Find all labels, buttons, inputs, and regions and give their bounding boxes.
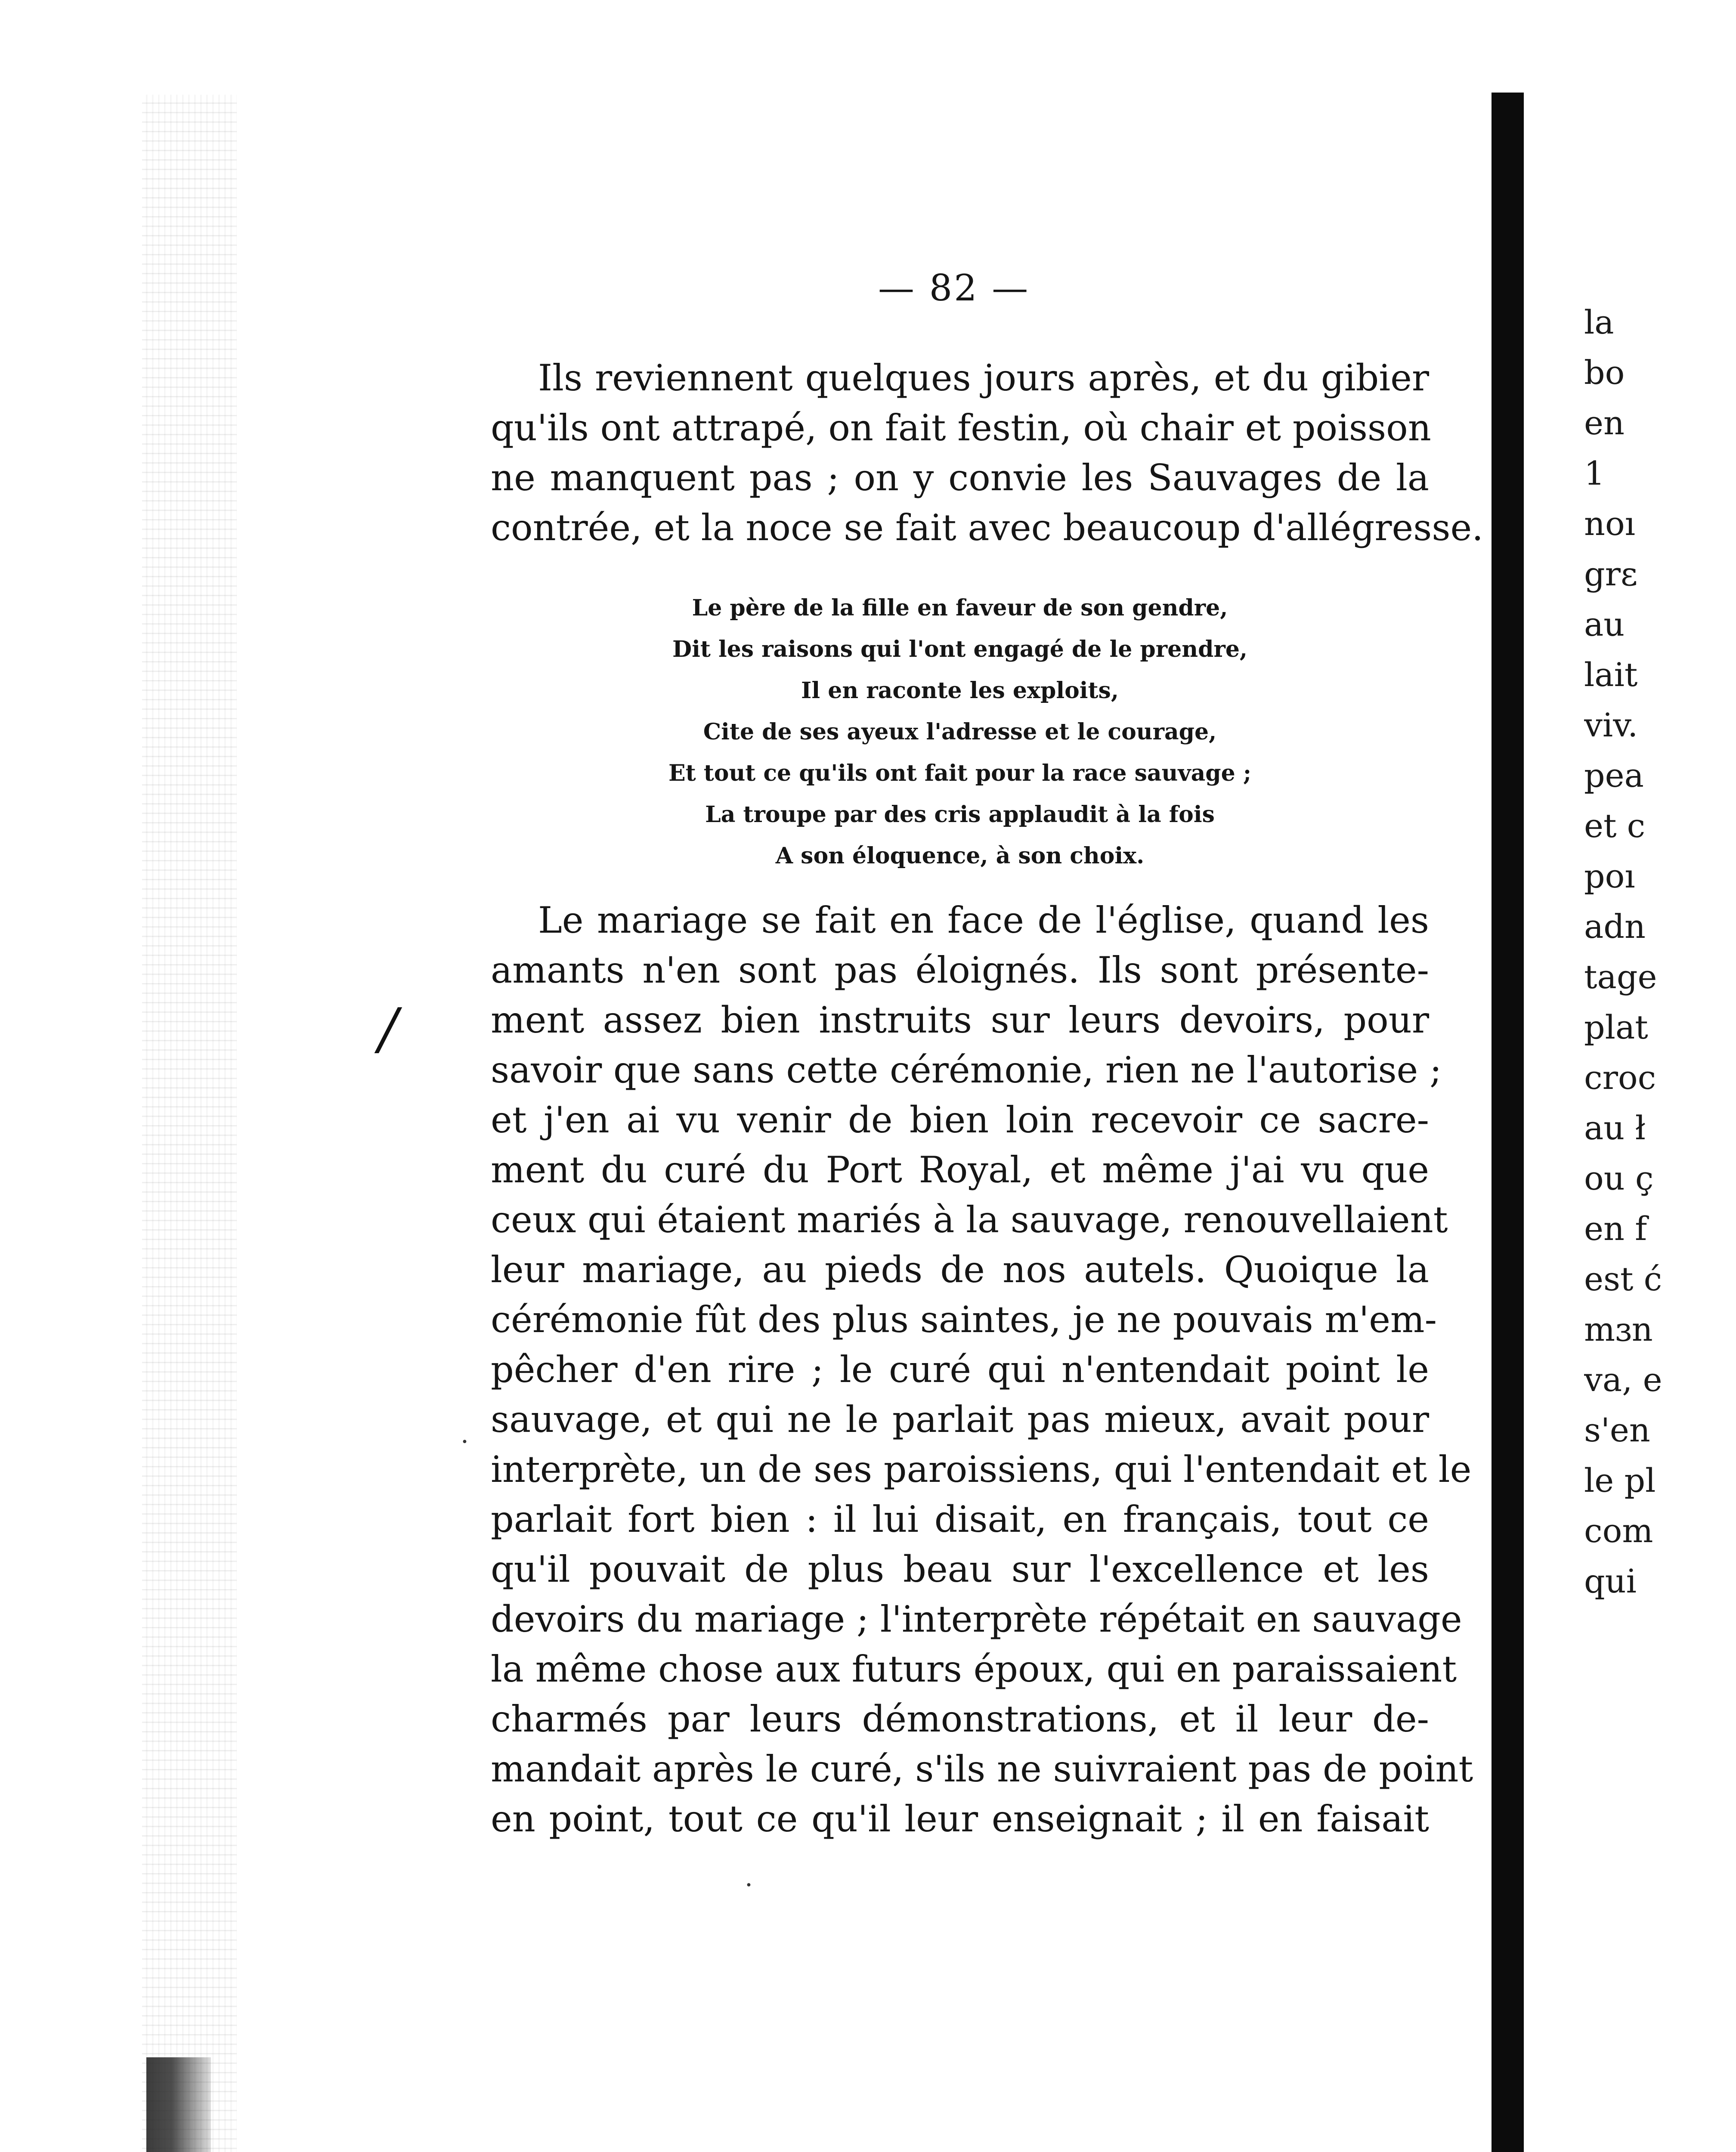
text-line: qu'il pouvait de plus beau sur l'excellence et les <box>491 1548 1429 1590</box>
binding-gutter-dark-edge <box>146 2057 211 2152</box>
neighbor-fragment: ou ç <box>1584 1159 1654 1197</box>
neighbor-fragment: bo <box>1584 353 1625 392</box>
stray-ink-mark: / <box>379 996 398 1061</box>
stray-ink-dot: · <box>461 1427 469 1457</box>
neighbor-fragment: au <box>1584 605 1625 643</box>
neighbor-fragment: la <box>1584 303 1614 341</box>
text-line: cérémonie fût des plus saintes, je ne pouvais m'em- <box>491 1299 1437 1341</box>
text-line: devoirs du mariage ; l'interprète répétait en sauvage <box>491 1598 1462 1640</box>
text-line: Ils reviennent quelques jours après, et du gibier <box>538 357 1429 399</box>
text-line: savoir que sans cette cérémonie, rien ne l'autorise ; <box>491 1049 1442 1091</box>
neighbor-fragment: et c <box>1584 807 1646 845</box>
neighbor-fragment: viv. <box>1584 706 1638 744</box>
neighbor-fragment: qui <box>1584 1562 1637 1600</box>
neighbor-fragment: adn <box>1584 907 1646 946</box>
text-line: mandait après le curé, s'ils ne suivraient pas de point <box>491 1748 1473 1790</box>
verse-block <box>491 587 1429 877</box>
text-line: ceux qui étaient mariés à la sauvage, renouvellaient <box>491 1199 1448 1241</box>
page-number: — 82 — <box>878 267 1030 309</box>
neighbor-fragment: est ć <box>1584 1260 1662 1298</box>
text-line: leur mariage, au pieds de nos autels. Quoique la <box>491 1249 1429 1291</box>
verse-line: Le père de la fille en faveur de son gendre, <box>692 595 1228 621</box>
text-line: interprète, un de ses paroissiens, qui l'entendait et le <box>491 1448 1472 1490</box>
page-edge-shadow-bar <box>1492 93 1524 2152</box>
text-line: amants n'en sont pas éloignés. Ils sont présente- <box>491 949 1429 991</box>
neighbor-fragment: en f <box>1584 1209 1647 1248</box>
neighbor-fragment: plat <box>1584 1008 1648 1046</box>
binding-gutter-shadow <box>142 95 237 2152</box>
text-line: la même chose aux futurs époux, qui en paraissaient <box>491 1648 1457 1690</box>
neighbor-fragment: mɜn <box>1584 1310 1653 1348</box>
neighbor-fragment: poı <box>1584 857 1635 895</box>
text-line: Le mariage se fait en face de l'église, quand les <box>538 899 1429 941</box>
neighbor-fragment: com <box>1584 1512 1653 1550</box>
verse-line: Il en raconte les exploits, <box>801 677 1119 704</box>
neighbor-fragment: le pl <box>1584 1461 1656 1500</box>
text-line: charmés par leurs démonstrations, et il leur de- <box>491 1698 1429 1740</box>
neighbor-fragment: tage <box>1584 958 1657 996</box>
verse-line: A son éloquence, à son choix. <box>775 843 1145 869</box>
neighbor-fragment: au ł <box>1584 1109 1646 1147</box>
verse-line: Cite de ses ayeux l'adresse et le courage, <box>703 719 1217 745</box>
text-line: parlait fort bien : il lui disait, en français, tout ce <box>491 1498 1429 1540</box>
text-line: pêcher d'en rire ; le curé qui n'entendait point le <box>491 1348 1429 1391</box>
neighbor-fragment: croc <box>1584 1058 1656 1097</box>
paragraph-2 <box>491 895 1473 1844</box>
text-line: ment du curé du Port Royal, et même j'ai vu que <box>491 1149 1429 1191</box>
neighbor-fragment: s'en <box>1584 1411 1650 1449</box>
text-line: contrée, et la noce se fait avec beaucoup d'allégresse. <box>491 507 1483 549</box>
stray-ink-dot: · <box>745 1870 753 1900</box>
neighbor-fragment: en <box>1584 404 1625 442</box>
neighbor-fragment: noı <box>1584 504 1636 543</box>
neighbor-page-fragments <box>1584 297 1736 1606</box>
verse-line: La troupe par des cris applaudit à la fois <box>705 801 1215 828</box>
text-line: ment assez bien instruits sur leurs devoirs, pour <box>491 999 1429 1041</box>
text-line: sauvage, et qui ne le parlait pas mieux, avait pour <box>491 1398 1429 1441</box>
text-line: en point, tout ce qu'il leur enseignait ; il en faisait <box>491 1798 1429 1840</box>
neighbor-fragment: va, e <box>1584 1360 1662 1399</box>
neighbor-fragment: grɛ <box>1584 555 1638 593</box>
neighbor-fragment: pea <box>1584 756 1644 795</box>
paragraph-1 <box>491 353 1483 553</box>
verse-line: Et tout ce qu'ils ont fait pour la race sauvage ; <box>668 760 1252 786</box>
text-line: et j'en ai vu venir de bien loin recevoir ce sacre- <box>491 1099 1429 1141</box>
text-line: qu'ils ont attrapé, on fait festin, où chair et poisson <box>491 407 1431 449</box>
neighbor-fragment: 1 <box>1584 454 1605 492</box>
text-line: ne manquent pas ; on y convie les Sauvages de la <box>491 457 1429 499</box>
neighbor-fragment: lait <box>1584 655 1638 694</box>
verse-line: Dit les raisons qui l'ont engagé de le prendre, <box>672 636 1248 662</box>
